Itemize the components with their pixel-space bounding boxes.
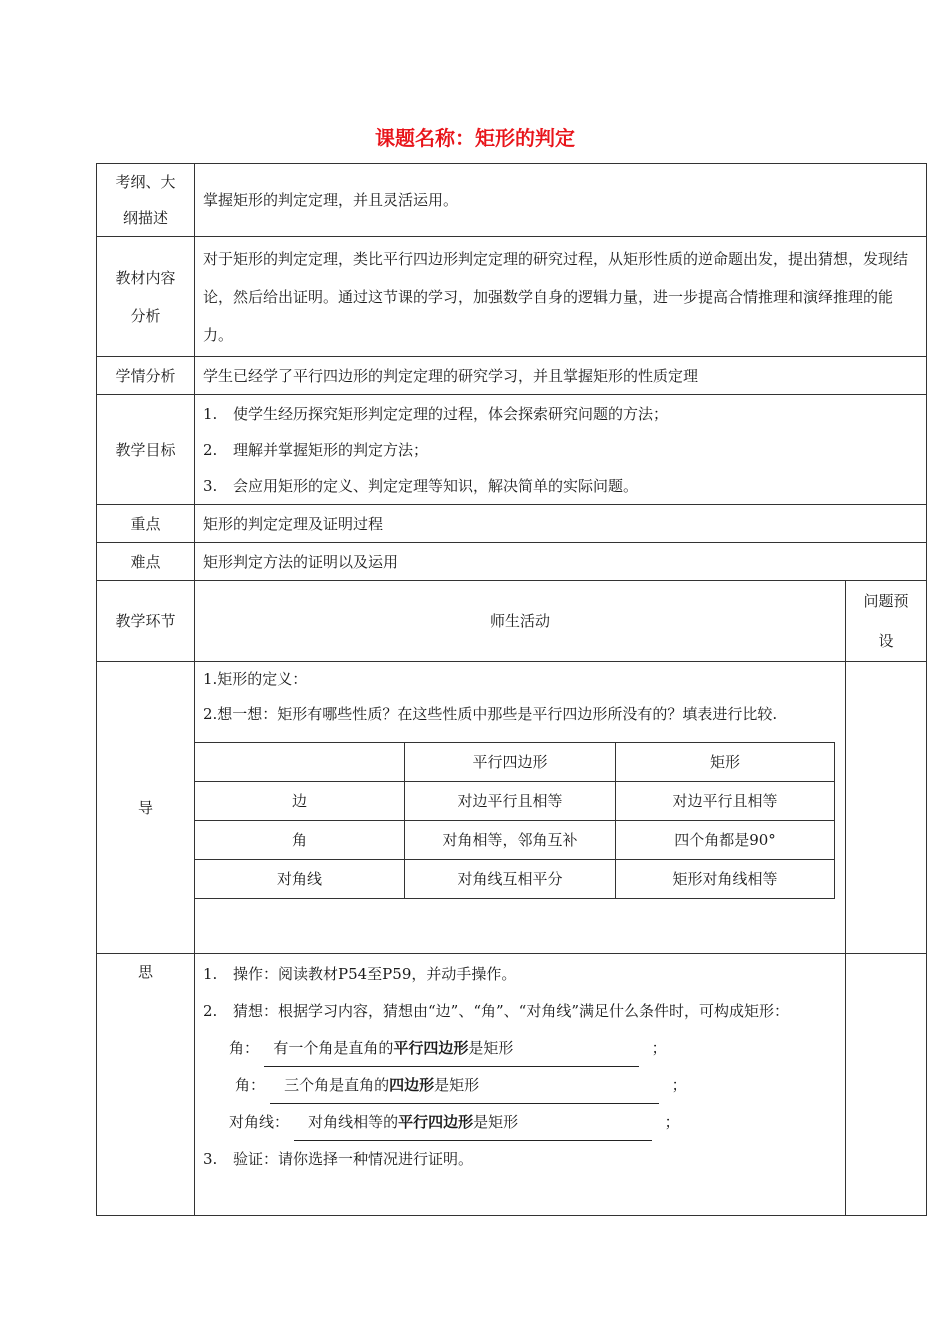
- content-kaogang: 掌握矩形的判定定理，并且灵活运用。: [195, 164, 927, 237]
- comparison-cell: 四个角都是90°: [616, 821, 835, 860]
- label-xueqing: 学情分析: [97, 357, 195, 395]
- dao-line: 2.想一想：矩形有哪些性质？在这些性质中那些是平行四边形所没有的？填表进行比较.: [203, 705, 778, 723]
- row-xueqing: [97, 357, 927, 395]
- fill-angle-1: [203, 1030, 837, 1067]
- content-xueqing: 学生已经学了平行四边形的判定定理的研究学习，并且掌握矩形的性质定理: [195, 357, 927, 395]
- label-line: 考纲、大: [115, 173, 176, 191]
- comparison-cell: 对角线互相平分: [405, 860, 616, 899]
- lesson-plan-table: [96, 163, 927, 1216]
- si-text: 验证：请你选择一种情况进行证明。: [233, 1150, 474, 1168]
- label-si: 思: [97, 954, 195, 1216]
- si-text: 操作：阅读教材P54至P59，并动手操作。: [233, 965, 517, 983]
- goal-text: 理解并掌握矩形的判定方法；: [233, 440, 429, 459]
- content-mubiao: [195, 395, 927, 505]
- row-nandian: [97, 543, 927, 581]
- goal-num: 3.: [203, 476, 218, 495]
- row-mubiao: [97, 395, 927, 505]
- label-line: 纲描述: [122, 209, 168, 227]
- fill-end: ；: [664, 1113, 680, 1131]
- fill-prefix: 角：: [235, 1076, 266, 1094]
- comparison-cell: 对角线: [195, 860, 405, 899]
- answer-bold: 平行四边形: [393, 1039, 469, 1057]
- comparison-row: [195, 860, 835, 899]
- label-line: 分析: [130, 306, 161, 325]
- row-kaogang: [97, 164, 927, 237]
- content-zhongdian: 矩形的判定定理及证明过程: [195, 505, 927, 543]
- fill-answer: [264, 1030, 639, 1067]
- comparison-cell: 矩形对角线相等: [616, 860, 835, 899]
- fill-end: ；: [651, 1039, 667, 1057]
- row-si: [97, 954, 927, 1216]
- answer-bold: 平行四边形: [398, 1113, 474, 1131]
- goal-num: 1.: [203, 404, 218, 423]
- label-mubiao: 教学目标: [97, 395, 195, 505]
- row-dao: [97, 662, 927, 954]
- comparison-cell: 对边平行且相等: [405, 782, 616, 821]
- comparison-table: [194, 742, 835, 899]
- fill-end: ；: [671, 1076, 687, 1094]
- fill-prefix: 对角线：: [229, 1113, 290, 1131]
- goal-text: 会应用矩形的定义、判定定理等知识，解决简单的实际问题。: [233, 476, 639, 495]
- fill-answer: [270, 1067, 659, 1104]
- comparison-cell: 对角相等，邻角互补: [405, 821, 616, 860]
- fill-diagonal: [203, 1104, 837, 1141]
- comparison-row: [195, 821, 835, 860]
- notes-dao: [846, 662, 927, 954]
- goal-num: 2.: [203, 440, 218, 459]
- comparison-cell: 对边平行且相等: [616, 782, 835, 821]
- page-title: 课题名称：矩形的判定: [375, 126, 575, 150]
- si-text: 猜想：根据学习内容，猜想由“边”、“角”、“对角线”满足什么条件时，可构成矩形：: [233, 1002, 790, 1020]
- si-item: [203, 992, 837, 1030]
- content-dao: [195, 662, 846, 954]
- goal-item: [203, 468, 918, 504]
- content-si: [195, 954, 846, 1216]
- label-line: 教材内容: [115, 268, 176, 287]
- label-dao: 导: [97, 662, 195, 954]
- comparison-header: 平行四边形: [405, 743, 616, 782]
- row-zhongdian: [97, 505, 927, 543]
- label-zhongdian: 重点: [97, 505, 195, 543]
- goal-text: 使学生经历探究矩形判定定理的过程，体会探索研究问题的方法；: [233, 404, 669, 423]
- comparison-header-row: [195, 743, 835, 782]
- fill-answer: [294, 1104, 652, 1141]
- comparison-row: [195, 782, 835, 821]
- label-jiaocai: [97, 237, 195, 357]
- si-item: [203, 956, 837, 992]
- header-line: 问题预: [863, 592, 909, 610]
- goal-item: [203, 396, 918, 432]
- answer-pre: 三个角是直角的: [284, 1076, 390, 1094]
- content-jiaocai: 对于矩形的判定定理，类比平行四边形判定定理的研究过程，从矩形性质的逆命题出发，提出猜想，发现结论，然后给出证明。通过这节课的学习，加强数学自身的逻辑力量，进一步提高合情推理和演绎推理的能力。: [195, 237, 927, 357]
- header-shisheng-huodong: 师生活动: [195, 581, 846, 662]
- comparison-header: [195, 743, 405, 782]
- si-num: 3.: [203, 1150, 218, 1168]
- answer-post: 是矩形: [468, 1039, 514, 1057]
- content-nandian: 矩形判定方法的证明以及运用: [195, 543, 927, 581]
- dao-line: 1.矩形的定义：: [203, 670, 308, 688]
- row-jiaocai: [97, 237, 927, 357]
- answer-post: 是矩形: [473, 1113, 519, 1131]
- notes-si: [846, 954, 927, 1216]
- comparison-cell: 角: [195, 821, 405, 860]
- si-num: 2.: [203, 1002, 218, 1020]
- si-item: [203, 1141, 837, 1177]
- header-line: 设: [878, 632, 894, 650]
- goal-item: [203, 432, 918, 468]
- si-num: 1.: [203, 965, 218, 983]
- fill-prefix: 角：: [229, 1039, 260, 1057]
- answer-bold: 四边形: [389, 1076, 435, 1094]
- header-wenti-yushe: [846, 581, 927, 662]
- row-header: [97, 581, 927, 662]
- comparison-cell: 边: [195, 782, 405, 821]
- answer-pre: 对角线相等的: [308, 1113, 399, 1131]
- answer-pre: 有一个角是直角的: [273, 1039, 394, 1057]
- comparison-header: 矩形: [616, 743, 835, 782]
- header-jiaoxue-huanjie: 教学环节: [97, 581, 195, 662]
- label-kaogang: [97, 164, 195, 237]
- fill-angle-2: [203, 1067, 837, 1104]
- answer-post: 是矩形: [434, 1076, 480, 1094]
- label-nandian: 难点: [97, 543, 195, 581]
